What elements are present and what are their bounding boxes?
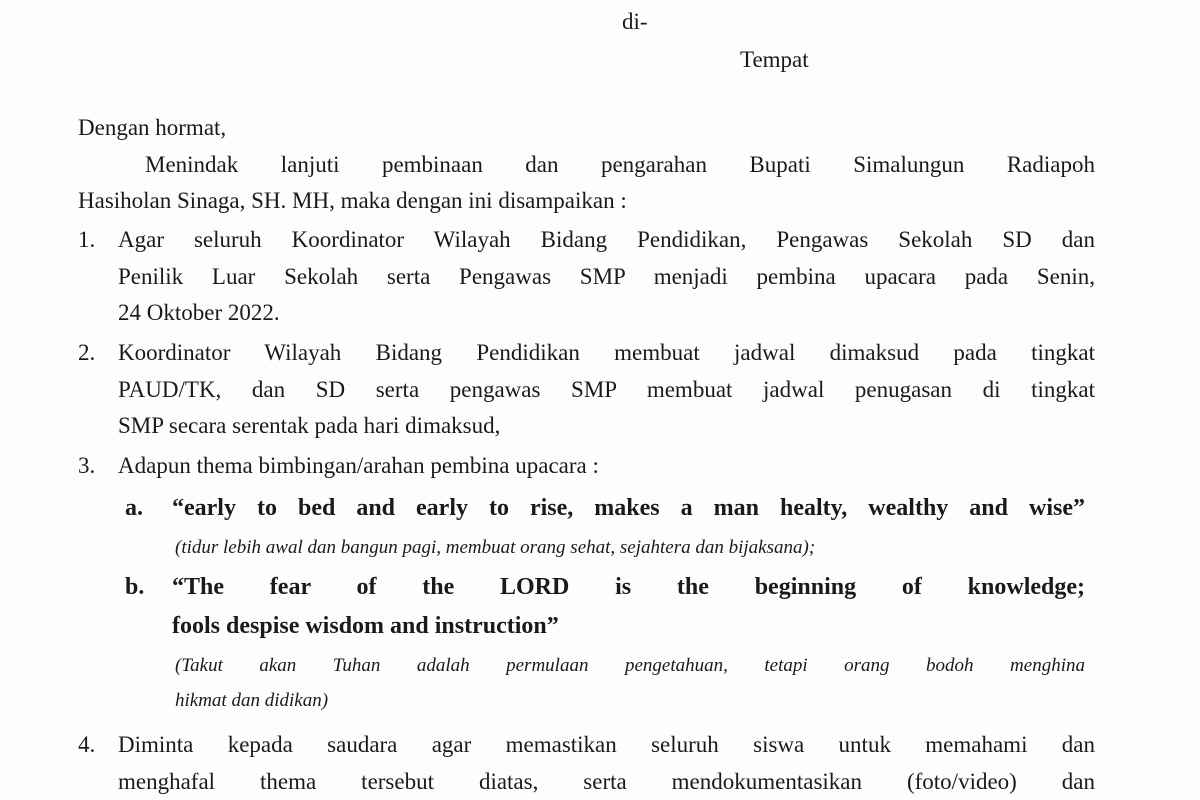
item-line: Diminta kepada saudara agar memastikan seluruh siswa untuk memahami dan — [118, 732, 1095, 757]
item-line: Adapun thema bimbingan/arahan pembina upacara : — [118, 453, 599, 478]
item-line: Koordinator Wilayah Bidang Pendidikan membuat jadwal dimaksud pada tingkat — [118, 340, 1095, 365]
item-number: 3. — [78, 453, 96, 478]
item-number: 2. — [78, 340, 96, 365]
item-line: SMP secara serentak pada hari dimaksud, — [118, 413, 501, 438]
item-number: 1. — [78, 227, 96, 252]
address-di: di- — [622, 9, 648, 34]
item-line: Agar seluruh Koordinator Wilayah Bidang Pendidikan, Pengawas Sekolah SD dan — [118, 227, 1095, 252]
item-line: 24 Oktober 2022. — [118, 300, 280, 325]
theme-letter: b. — [125, 574, 145, 600]
item-number: 4. — [78, 732, 96, 757]
item-line: Penilik Luar Sekolah serta Pengawas SMP menjadi pembina upacara pada Senin, — [118, 264, 1095, 289]
salutation: Dengan hormat, — [78, 115, 227, 140]
item-line: PAUD/TK, dan SD serta pengawas SMP membuat jadwal penugasan di tingkat — [118, 377, 1095, 402]
theme-translation: (Takut akan Tuhan adalah permulaan pengetahuan, tetapi orang bodoh menghina — [175, 655, 1085, 676]
theme-letter: a. — [125, 495, 143, 521]
theme-quote: fools despise wisdom and instruction” — [172, 613, 559, 639]
theme-quote: “early to bed and early to rise, makes a man healty, wealthy and wise” — [172, 495, 1085, 521]
address-tempat: Tempat — [740, 47, 809, 72]
intro-line: Hasiholan Sinaga, SH. MH, maka dengan ini disampaikan : — [78, 188, 627, 213]
item-line: menghafal thema tersebut diatas, serta mendokumentasikan (foto/video) dan — [118, 769, 1095, 794]
theme-translation: (tidur lebih awal dan bangun pagi, membuat orang sehat, sejahtera dan bijaksana); — [175, 537, 816, 558]
theme-translation: hikmat dan didikan) — [175, 690, 329, 711]
theme-quote: “The fear of the LORD is the beginning of knowledge; — [172, 574, 1085, 600]
intro-line: Menindak lanjuti pembinaan dan pengarahan Bupati Simalungun Radiapoh — [145, 152, 1095, 177]
